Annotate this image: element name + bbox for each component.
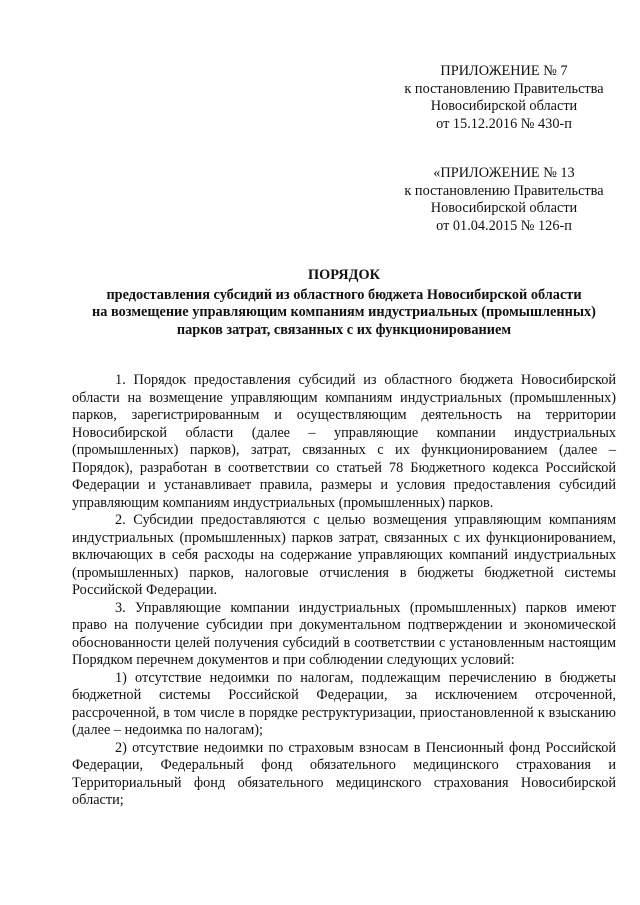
annex-current-date: от 15.12.2016 № 430-п <box>436 115 572 132</box>
annex-current-reference: к постановлению Правительства <box>404 80 604 97</box>
title-line-1: предоставления субсидий из областного бюджета Новосибирской области <box>106 286 582 303</box>
title-heading: ПОРЯДОК <box>308 267 380 283</box>
annex-original-date: от 01.04.2015 № 126-п <box>436 217 572 234</box>
annex-original-region: Новосибирской области <box>430 200 578 216</box>
document-title <box>72 267 616 339</box>
annex-current <box>392 63 616 133</box>
paragraph-3-item-1: 1) отсутствие недоимки по налогам, подлежащим перечислению в бюджеты бюджетной системы Российской Федерации, за исключением отсроченной, рассроченной, в том числе в порядке реструктуризации, приостановленной к взысканию (далее – недоимка по налогам); <box>72 669 616 738</box>
title-line-3: парков затрат, связанных с их функционированием <box>176 321 512 338</box>
annex-original <box>392 165 616 235</box>
paragraph-3-item-2: 2) отсутствие недоимки по страховым взносам в Пенсионный фонд Российской Федерации, Федеральный фонд обязательного медицинского страхования и Территориальный фонд обязательного медицинского страхования Новосибирской области; <box>72 739 616 808</box>
annex-original-number: «ПРИЛОЖЕНИЕ № 13 <box>433 165 575 181</box>
annex-current-region: Новосибирской области <box>430 98 578 114</box>
title-line-2: на возмещение управляющим компаниям индустриальных (промышленных) <box>92 304 596 320</box>
paragraph-2: 2. Субсидии предоставляются с целью возмещения управляющим компаниям индустриальных (промышленных) парков затрат, связанных с их функционированием, включающих в себя расходы на содержание управляющих компаний индустриальных (промышленных) парков, налоговые отчисления в бюджеты бюджетной системы Российской Федерации. <box>72 512 616 598</box>
paragraph-1: 1. Порядок предоставления субсидий из областного бюджета Новосибирской области на возмещение управляющим компаниям индустриальных (промышленных) парков, зарегистрированным и осуществляющим деятельность на территории Новосибирской области (далее – управляющие компании индустриальных (промышленных) парков), затрат, связанных с их функционированием (далее – Порядок), разработан в соответствии со статьей 78 Бюджетного кодекса Российской Федерации и устанавливает правила, размеры и условия предоставления субсидий управляющим компаниям индустриальных (промышленных) парков. <box>72 372 616 511</box>
paragraph-3: 3. Управляющие компании индустриальных (промышленных) парков имеют право на получение субсидии при документальном подтверждении и экономической обоснованности целей получения субсидий в соответствии с установленным настоящим Порядком перечнем документов и при соблюдении следующих условий: <box>72 599 616 668</box>
annex-current-number: ПРИЛОЖЕНИЕ № 7 <box>440 63 568 79</box>
annex-original-reference: к постановлению Правительства <box>404 182 604 199</box>
document-body <box>72 372 616 810</box>
